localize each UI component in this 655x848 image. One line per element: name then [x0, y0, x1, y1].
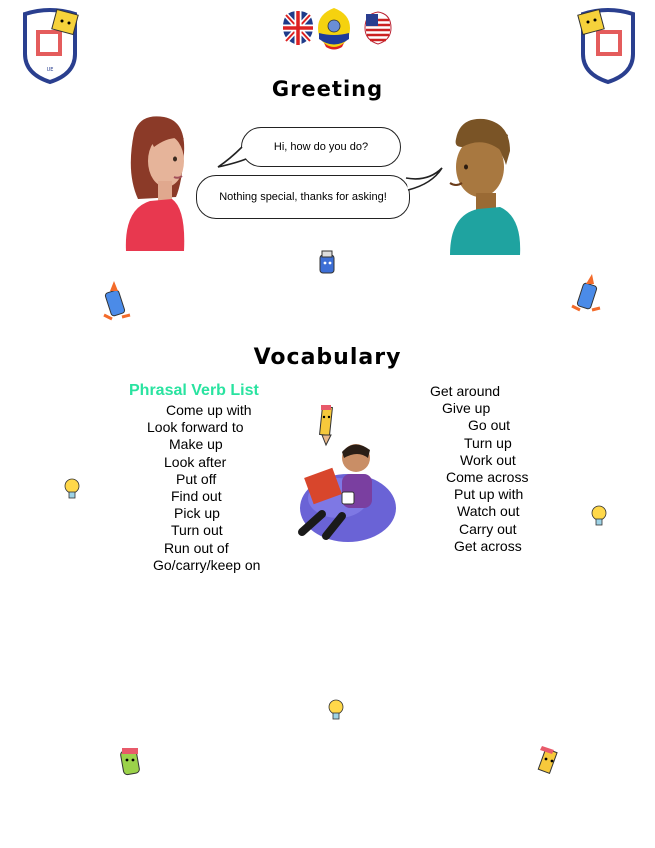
- bubble-tail-woman: [218, 145, 248, 169]
- list-item: Find out: [171, 488, 222, 505]
- phrasal-verb-list-title: Phrasal Verb List: [129, 382, 259, 399]
- school-logo-right: [578, 8, 638, 84]
- right-verb-list: [428, 383, 548, 555]
- uk-flag-icon: [281, 9, 315, 47]
- list-item: Carry out: [459, 520, 517, 537]
- list-item: Get around: [430, 383, 501, 399]
- lightbulb-left-icon: [64, 476, 80, 502]
- list-item: Come up with: [166, 402, 252, 418]
- list-item: Put off: [176, 470, 217, 487]
- ecuador-flag-icon: [316, 6, 352, 50]
- list-item: Go out: [468, 417, 511, 434]
- glue-bottle-right-icon: [568, 274, 604, 314]
- list-item: Put up with: [454, 486, 524, 503]
- list-item: Turn up: [464, 434, 512, 451]
- reading-avatar-beanbag: [298, 436, 398, 546]
- lightbulb-right-icon: [591, 503, 607, 529]
- list-item: Work out: [460, 451, 516, 468]
- eraser-sticker-left-icon: [114, 746, 146, 780]
- speech-bubble-man: Nothing special, thanks for asking!: [196, 175, 410, 219]
- glue-bottle-left-icon: [100, 281, 134, 321]
- list-item: Come across: [446, 469, 529, 486]
- man-avatar: [440, 113, 522, 258]
- list-item: Run out of: [164, 539, 229, 556]
- lightbulb-bottom-icon: [328, 697, 344, 723]
- left-verb-list: [140, 402, 270, 574]
- vocabulary-heading: Vocabulary: [253, 345, 402, 370]
- list-item: Give up: [442, 400, 491, 417]
- usa-flag-icon: [363, 10, 393, 46]
- list-item: Pick up: [174, 505, 220, 522]
- list-item: Watch out: [457, 503, 520, 520]
- list-item: Get across: [454, 537, 522, 554]
- greeting-heading: Greeting: [271, 77, 384, 101]
- list-item: Look forward to: [147, 419, 244, 436]
- list-item: Turn out: [171, 522, 223, 539]
- list-item: Look after: [164, 453, 227, 470]
- speech-bubble-woman: Hi, how do you do?: [241, 127, 401, 167]
- list-item: Go/carry/keep on: [153, 556, 261, 573]
- list-item: Make up: [169, 436, 223, 453]
- woman-avatar: [120, 113, 200, 253]
- school-logo-left: [20, 8, 80, 84]
- pencil-sticker-right-icon: [532, 744, 564, 780]
- sharpener-sticker-icon: [317, 249, 337, 277]
- bubble-tail-man: [404, 168, 444, 194]
- svg-text:UE: UE: [46, 67, 54, 73]
